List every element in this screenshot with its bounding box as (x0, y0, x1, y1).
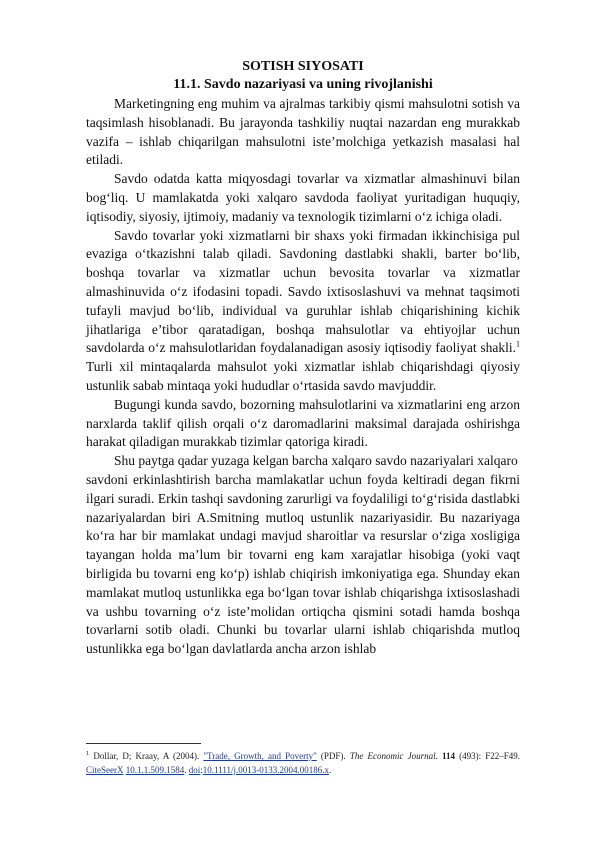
footnote-separator-2: . (184, 765, 189, 775)
footnote-article-link[interactable]: "Trade, Growth, and Poverty" (203, 751, 317, 761)
doi-link[interactable]: doi (188, 765, 201, 775)
footnote-volume: 114 (441, 751, 455, 761)
paragraph-3-text: Savdo tovarlar yoki xizmatlarni bir shaxs yoki firmadan ikkinchisiga pul evaziga o‘tkazishni talab qiladi. Savdoning dastlabki shakli, barter bo‘lib, boshqa tovarlar va xizmatlar uchun bevosita tovarlar va xizmatlar almashinuvida o‘z ifodasini topadi. Savdo ixtisoslashuvi va mehnat taqsimoti tufayli mavjud bo‘lib, individual va guruhlar ishlab chiqarishining kichik jihatlariga e’tibor qaratadigan, boshqa mahsulotlar va ehtiyojlar uchun savdolarda o‘z mahsulotlaridan foydalanadigan asosiy iqtisodiy faoliyat shakli. (86, 227, 520, 356)
footnote-number: 1 (86, 750, 90, 757)
section-heading: 11.1. Savdo nazariyasi va uning rivojlanishi (173, 77, 433, 92)
page-title: SOTISH SIYOSATI (242, 59, 364, 74)
footnote: $^1$ Dollar, D; Kraay, A (2004). "Trade, Growth, and Poverty" (PDF). The Economic Journal. 114 (493): F22–F49. CiteSeerX 10.1.1.509.1584. doi:10.1111/j.0013-0133.2004.00186.x. (86, 750, 521, 775)
paragraph-3 (86, 227, 520, 396)
footnote-separator: . (435, 751, 442, 761)
document-page (86, 58, 520, 659)
citeseerx-id-link[interactable]: 10.1.1.509.1584 (125, 765, 185, 775)
footnote-format: (PDF). (316, 751, 350, 761)
footnote-issue-pages: (493): F22–F49. (454, 751, 521, 761)
footnote-reference[interactable]: 1 (516, 339, 520, 349)
paragraph-2: Savdo odatda katta miqyosdagi tovarlar va xizmatlar almashinuvi bilan bog‘liq. U mamlakatda yoki xalqaro savdoda faoliyat yuritadigan huquqiy, iqtisodiy, siyosiy, ijtimoiy, madaniy va texnologik tizimlarni o‘z ichiga oladi. (86, 171, 520, 224)
citeseerx-link[interactable]: CiteSeerX (86, 765, 124, 775)
footnote-journal: The Economic Journal (349, 751, 436, 761)
paragraph-1: Marketingning eng muhim va ajralmas tarkibiy qismi mahsulotni sotish va taqsimlash hisoblanadi. Bu jarayonda tashkiliy nuqtai nazardan eng murakkab vazifa – ishlab chiqarilgan mahsulotni iste’molchiga yetkazish masalasi hal etiladi. (86, 96, 520, 168)
paragraph-5: Shu paytga qadar yuzaga kelgan barcha xalqaro savdo nazariyalari xalqaro (114, 453, 518, 469)
footnote-end: . (329, 765, 332, 775)
paragraph-6: savdoni erkinlashtirish barcha mamlakatlar uchun foyda keltiradi degan fikrni ilgari suradi. Erkin tashqi savdoning zarurligi va foydaliligi to‘g‘risida dastlabki nazariyalardan biri A.Smitning mutloq ustunlik nazariyasidir. Bu nazariyaga ko‘ra har bir mamlakat undagi mavjud sharoitlar va resurslar o‘ziga xosligiga tayangan holda ma’lum bir tovarni eng kam xarajatlar hisobiga (yoki vaqt birligida bu tovarni eng ko‘p) ishlab chiqirish imkoniyatiga ega. Shunday ekan mamlakat mutloq ustunlikka ega bo‘lgan tovar ishlab chiqarishga ixtisoslashadi va ushbu tovarning o‘z iste’molidan ortiqcha qismini sotadi hamda boshqa tovarlarni sotib oladi. Chunki bu tovarlar ularni ishlab chiqarishda mutloq ustunlikka ega bo‘lgan davlatlarda ancha arzon ishlab (86, 471, 520, 657)
paragraph-3-continuation: Turli xil mintaqalarda mahsulot yoki xizmatlar ishlab chiqarishdagi qiyosiy ustunlik sabab mintaqa yoki hududlar o‘rtasida savdo mavjuddir. (86, 359, 520, 393)
doi-value-link[interactable]: 10.1111/j.0013-0133.2004.00186.x (202, 765, 330, 775)
body-text (86, 95, 520, 659)
footnote-divider (86, 743, 201, 744)
paragraph-4: Bugungi kunda savdo, bozorning mahsulotlarini va xizmatlarini eng arzon narxlarda taklif qilish orqali o‘z daromadlarini maksimal darajada oshirishga harakat qiladigan murakkab tizimlar qatoriga kiradi. (86, 396, 520, 450)
footnote-authors: Dollar, D; Kraay, A (2004). (93, 751, 204, 761)
